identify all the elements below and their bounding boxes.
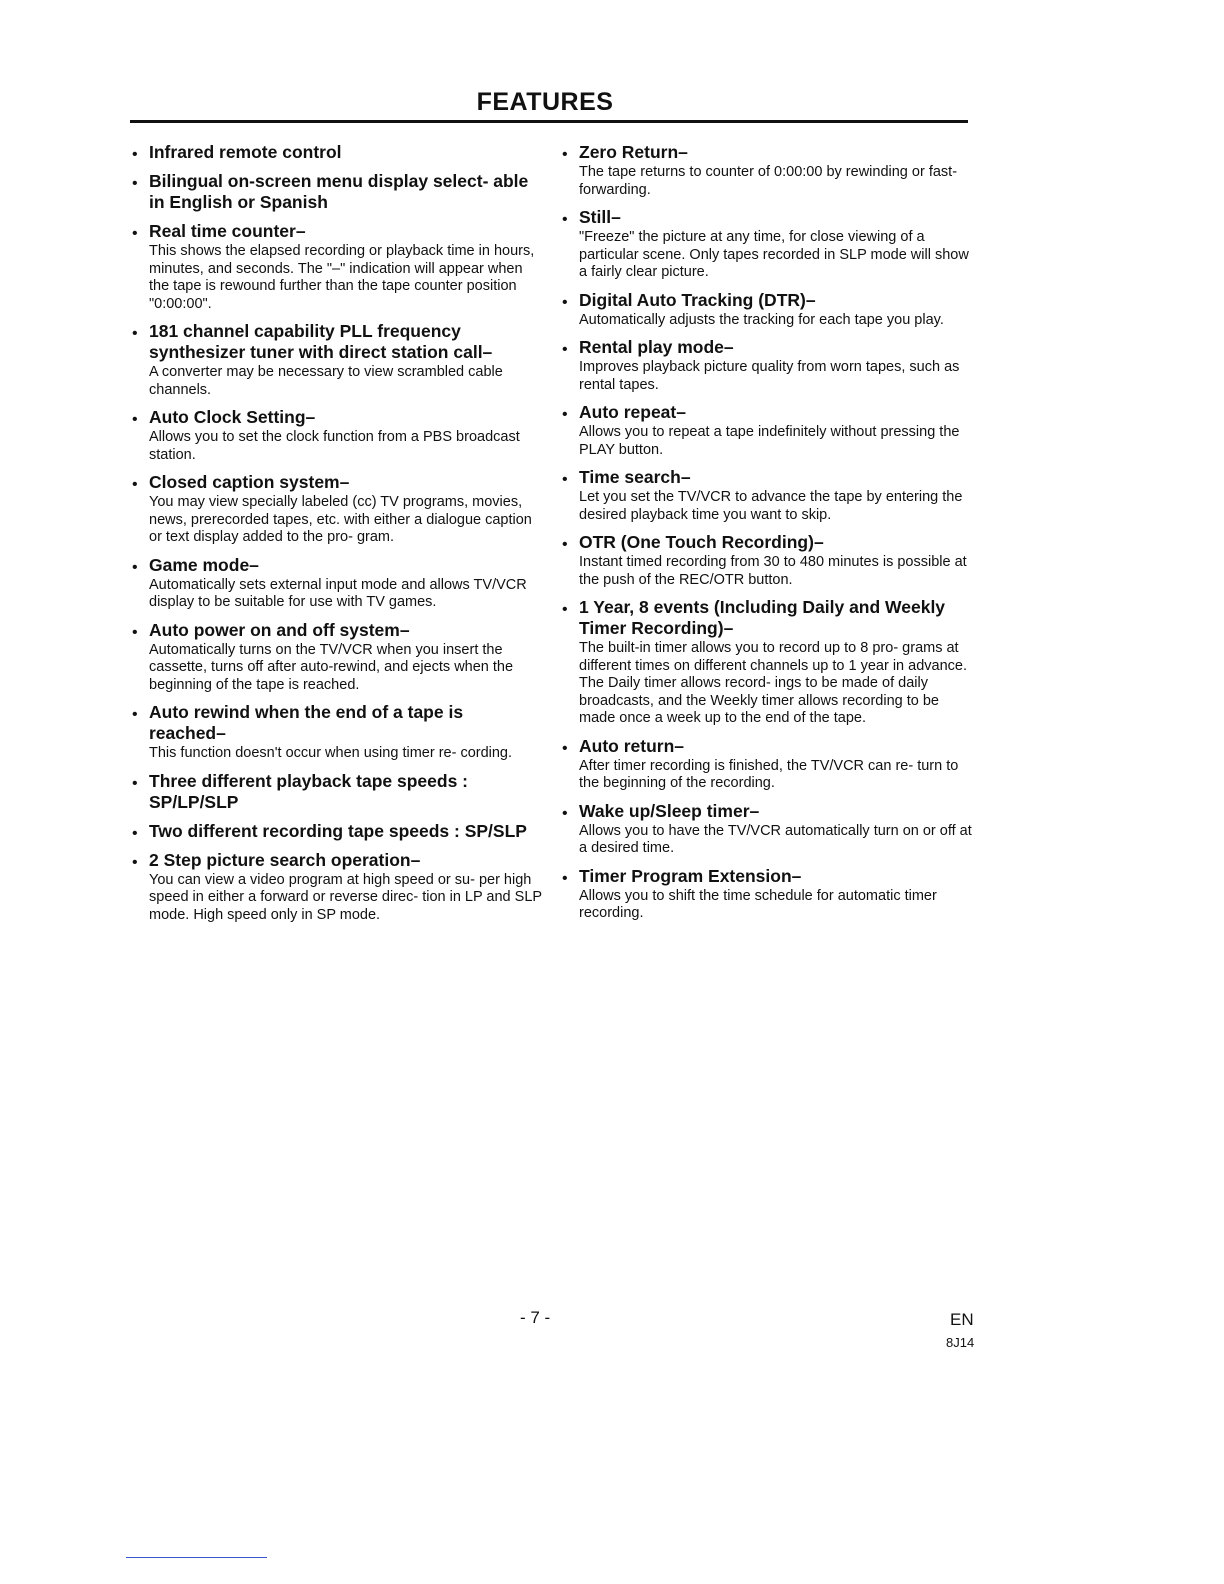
feature-title: Auto rewind when the end of a tape is reached– bbox=[149, 702, 464, 743]
feature-description: The built-in timer allows you to record up to 8 pro- grams at different times on different channels up to 1 year in advance. The Daily timer allows record- ings to be made of daily broadcasts, and the Weekly timer allows recording to be made once a week up to the end of the tape. bbox=[579, 640, 967, 726]
feature-title: Timer Program Extension– bbox=[579, 865, 802, 886]
bullet-icon: • bbox=[562, 146, 568, 163]
feature-description: A converter may be necessary to view scrambled cable channels. bbox=[149, 364, 503, 398]
page-number: - 7 - bbox=[520, 1308, 551, 1327]
bullet-icon: • bbox=[132, 146, 138, 163]
feature-title: Wake up/Sleep timer– bbox=[579, 800, 760, 821]
feature-item bbox=[562, 532, 972, 589]
feature-item bbox=[562, 337, 972, 394]
feature-title: 2 Step picture search operation– bbox=[149, 849, 421, 870]
left-feature-column bbox=[132, 142, 542, 932]
feature-title: Auto repeat– bbox=[579, 402, 686, 422]
bullet-icon: • bbox=[132, 623, 138, 641]
feature-item bbox=[132, 142, 542, 163]
feature-item bbox=[562, 736, 972, 793]
feature-item bbox=[562, 290, 972, 330]
bullet-icon: • bbox=[562, 739, 568, 757]
feature-title: Three different playback tape speeds : SP/LP/SLP bbox=[149, 770, 468, 812]
feature-item bbox=[132, 702, 542, 763]
feature-item bbox=[562, 866, 972, 923]
feature-title: Auto Clock Setting– bbox=[149, 407, 316, 427]
feature-description: Allows you to set the clock function from a PBS broadcast station. bbox=[149, 429, 520, 463]
bullet-icon: • bbox=[562, 601, 568, 618]
bullet-icon: • bbox=[562, 406, 568, 423]
feature-item bbox=[132, 171, 542, 213]
feature-title: Real time counter– bbox=[149, 221, 306, 241]
feature-item bbox=[562, 597, 972, 728]
feature-description: Automatically turns on the TV/VCR when you insert the cassette, turns off after auto-rewind, and ejects when the beginning of the tape is reached. bbox=[149, 641, 514, 693]
feature-title: Closed caption system– bbox=[149, 472, 350, 492]
feature-description: Instant timed recording from 30 to 480 minutes is possible at the push of the REC/OTR button. bbox=[579, 554, 967, 588]
feature-item bbox=[132, 850, 542, 925]
feature-item bbox=[562, 467, 972, 524]
model-code: 8J14 bbox=[946, 1335, 975, 1350]
bullet-icon: • bbox=[132, 476, 138, 493]
feature-title: 181 channel capability PLL frequency synthesizer tuner with direct station call– bbox=[149, 321, 493, 362]
feature-description: The tape returns to counter of 0:00:00 by rewinding or fast-forwarding. bbox=[579, 164, 958, 198]
feature-description: Let you set the TV/VCR to advance the tape by entering the desired playback time you want to skip. bbox=[579, 489, 963, 523]
feature-item bbox=[562, 801, 972, 858]
feature-title: Digital Auto Tracking (DTR)– bbox=[579, 289, 816, 310]
right-feature-column bbox=[562, 142, 972, 931]
feature-description: Improves playback picture quality from worn tapes, such as rental tapes. bbox=[579, 359, 960, 393]
feature-description: Allows you to repeat a tape indefinitely without pressing the PLAY button. bbox=[579, 424, 960, 458]
title-divider bbox=[130, 120, 968, 123]
feature-item bbox=[132, 407, 542, 464]
language-code: EN bbox=[950, 1310, 974, 1329]
feature-item bbox=[132, 555, 542, 612]
feature-title: Zero Return– bbox=[579, 142, 688, 162]
bullet-icon: • bbox=[132, 175, 138, 192]
feature-title: Bilingual on-screen menu display select- able in English or Spanish bbox=[149, 171, 529, 212]
feature-title: Auto return– bbox=[579, 735, 684, 756]
feature-title: Rental play mode– bbox=[579, 337, 734, 357]
feature-title: Auto power on and off system– bbox=[149, 619, 410, 640]
bullet-icon: • bbox=[132, 824, 138, 842]
feature-title: Game mode– bbox=[149, 554, 259, 575]
feature-title: OTR (One Touch Recording)– bbox=[579, 532, 824, 552]
feature-item bbox=[132, 472, 542, 547]
feature-description: Automatically sets external input mode and allows TV/VCR display to be suitable for use with TV games. bbox=[149, 576, 527, 610]
feature-item bbox=[132, 771, 542, 813]
feature-item bbox=[562, 142, 972, 199]
bullet-icon: • bbox=[132, 411, 138, 428]
feature-title: 1 Year, 8 events (Including Daily and Weekly Timer Recording)– bbox=[579, 597, 946, 638]
bullet-icon: • bbox=[132, 325, 138, 342]
feature-title: Two different recording tape speeds : SP/SLP bbox=[149, 820, 527, 841]
feature-title: Infrared remote control bbox=[149, 142, 342, 162]
bullet-icon: • bbox=[132, 225, 138, 242]
bullet-icon: • bbox=[132, 706, 138, 723]
feature-description: This function doesn't occur when using timer re- cording. bbox=[149, 745, 513, 761]
bullet-icon: • bbox=[132, 853, 138, 871]
feature-description: "Freeze" the picture at any time, for close viewing of a particular scene. Only tapes recorded in SLP mode will show a fairly clear picture. bbox=[579, 229, 969, 280]
feature-description: Allows you to shift the time schedule for automatic timer recording. bbox=[579, 887, 937, 921]
feature-description: You can view a video program at high speed or su- per high speed in either a forward or reverse direc- tion in LP and SLP mode. High speed only in SP mode. bbox=[149, 871, 542, 923]
feature-title: Still– bbox=[579, 207, 621, 227]
feature-item bbox=[132, 221, 542, 313]
bullet-icon: • bbox=[132, 774, 138, 792]
bullet-icon: • bbox=[562, 341, 568, 358]
feature-description: Automatically adjusts the tracking for each tape you play. bbox=[579, 311, 944, 328]
bullet-icon: • bbox=[562, 293, 568, 311]
bullet-icon: • bbox=[132, 558, 138, 576]
bullet-icon: • bbox=[562, 211, 568, 228]
feature-item bbox=[132, 620, 542, 695]
feature-item bbox=[562, 207, 972, 282]
feature-title: Time search– bbox=[579, 467, 691, 487]
bullet-icon: • bbox=[562, 536, 568, 553]
footer-line bbox=[126, 1557, 267, 1558]
bullet-icon: • bbox=[562, 471, 568, 488]
feature-item bbox=[562, 402, 972, 459]
feature-description: You may view specially labeled (cc) TV programs, movies, news, prerecorded tapes, etc. with either a dialogue caption or text display added to the pro- gram. bbox=[149, 494, 532, 545]
feature-description: After timer recording is finished, the TV/VCR can re- turn to the beginning of the recording. bbox=[579, 757, 959, 791]
feature-description: This shows the elapsed recording or playback time in hours, minutes, and seconds. The "–" indication will appear when the tape is rewound further than the tape counter position "0:00:00". bbox=[149, 243, 535, 312]
page-title: FEATURES bbox=[476, 88, 614, 116]
feature-item bbox=[132, 821, 542, 842]
bullet-icon: • bbox=[562, 869, 568, 887]
feature-item bbox=[132, 321, 542, 399]
bullet-icon: • bbox=[562, 804, 568, 822]
feature-description: Allows you to have the TV/VCR automatically turn on or off at a desired time. bbox=[579, 822, 972, 856]
